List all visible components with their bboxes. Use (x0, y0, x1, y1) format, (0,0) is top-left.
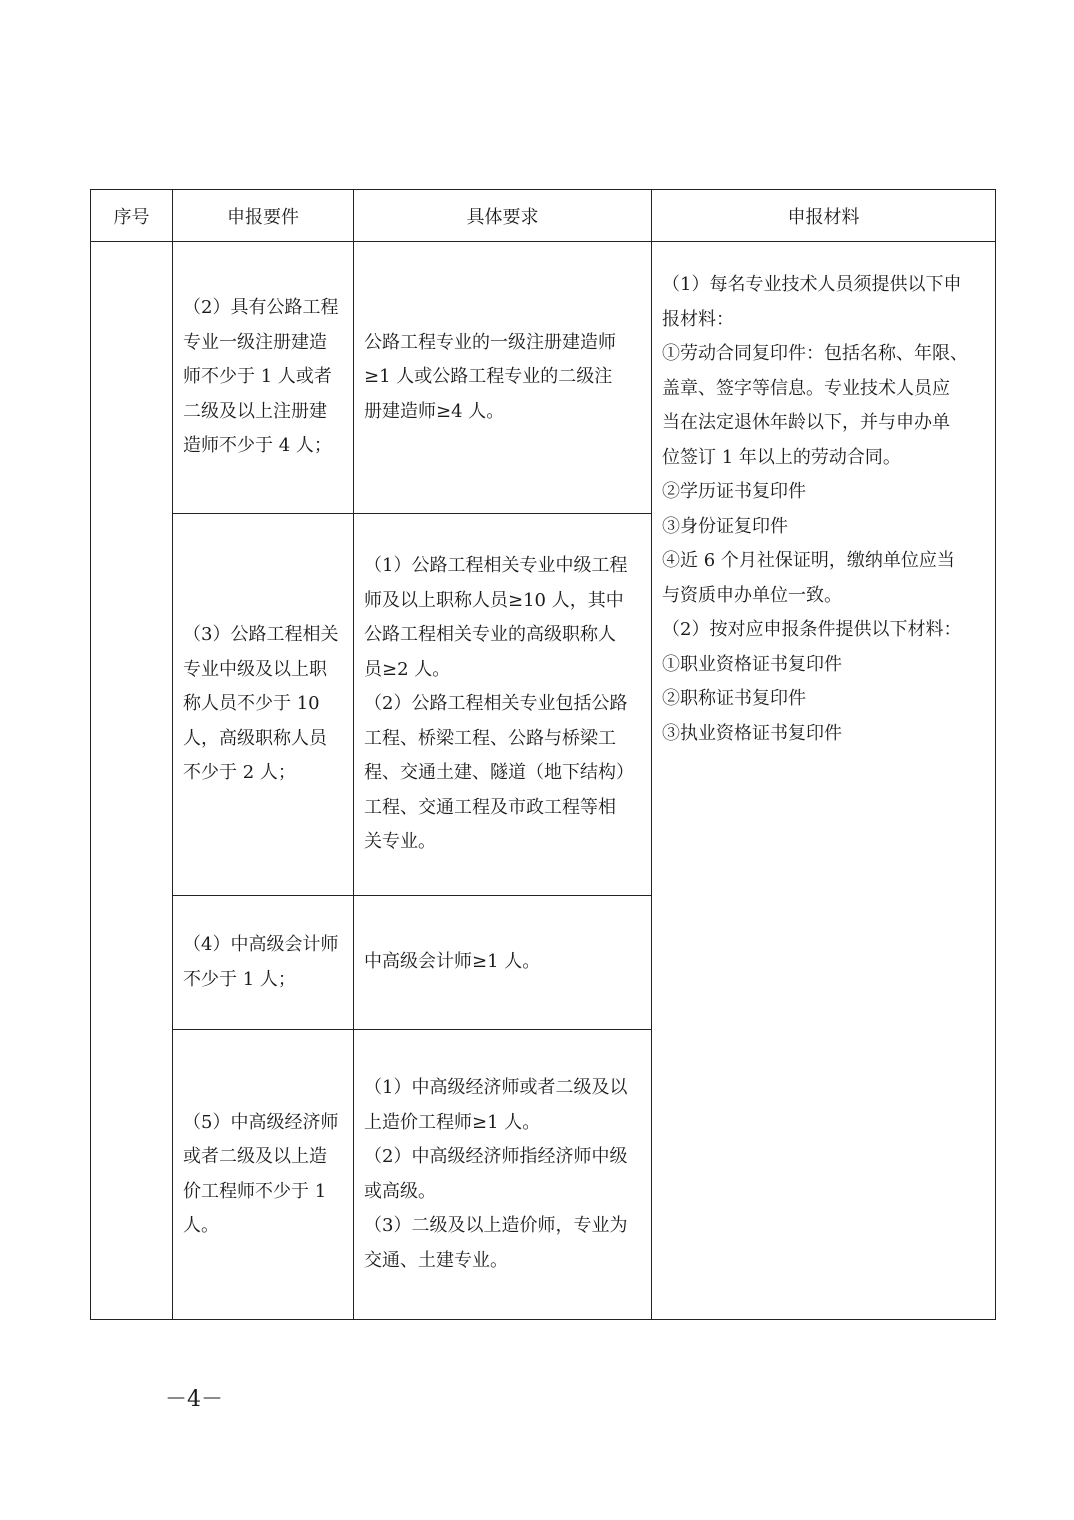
text-line: （5）中高级经济师 (183, 1111, 339, 1133)
text-line: 或高级。 (364, 1180, 436, 1202)
table-row (91, 242, 996, 514)
text-line: 程、交通土建、隧道（地下结构） (364, 762, 634, 784)
cell-requirement (354, 1030, 652, 1320)
text-line: 称人员不少于 10 (183, 693, 320, 715)
text-line: （4）中高级会计师 (183, 934, 339, 955)
text-line: 师及以上职称人员≥10 人，其中 (364, 589, 624, 611)
text-line: ②职称证书复印件 (662, 688, 806, 709)
text-line: 工程、桥梁工程、公路与桥梁工 (364, 727, 616, 749)
text-line: 中高级会计师≥1 人。 (364, 951, 541, 973)
materials-text (652, 242, 995, 751)
cell-requirement (354, 242, 652, 514)
text-line: 盖章、签字等信息。专业技术人员应 (662, 377, 950, 399)
text-line: 不少于 2 人； (183, 762, 296, 784)
text-line: 员≥2 人。 (364, 658, 451, 680)
text-line: 册建造师≥4 人。 (364, 400, 505, 422)
text-line: ③身份证复印件 (662, 515, 788, 537)
text-line: 或者二级及以上造 (183, 1146, 327, 1167)
text-line: 二级及以上注册建 (183, 400, 327, 422)
header-item: 申报要件 (173, 190, 354, 242)
text-line: ②学历证书复印件 (662, 481, 806, 502)
table-header-row (91, 190, 996, 242)
text-line: 工程、交通工程及市政工程等相 (364, 796, 616, 818)
text-line: 公路工程专业的一级注册建造师 (364, 331, 616, 353)
text-line: ①职业资格证书复印件 (662, 653, 842, 675)
text-line: ①劳动合同复印件：包括名称、年限、 (662, 343, 968, 364)
text-line: 上造价工程师≥1 人。 (364, 1111, 541, 1133)
text-line: 不少于 1 人； (183, 968, 296, 990)
text-line: 与资质申办单位一致。 (662, 584, 842, 606)
text-line: 人。 (183, 1215, 219, 1236)
text-line: （3）公路工程相关 (183, 624, 339, 646)
text-line: 专业中级及以上职 (183, 658, 327, 680)
text-line: 交通、土建专业。 (364, 1249, 508, 1271)
text-line: 位签订 1 年以上的劳动合同。 (662, 446, 901, 468)
cell-item (173, 242, 354, 514)
item-text (173, 291, 353, 464)
text-line: （1）公路工程相关专业中级工程 (364, 555, 628, 577)
text-line: （2）具有公路工程 (183, 297, 339, 319)
text-line: （3）二级及以上造价师，专业为 (364, 1215, 628, 1236)
header-no: 序号 (91, 190, 173, 242)
text-line: ③执业资格证书复印件 (662, 722, 842, 744)
text-line: ④近 6 个月社保证明，缴纳单位应当 (662, 550, 955, 571)
text-line: 当在法定退休年龄以下，并与申办单 (662, 412, 950, 433)
page-number: －4－ (165, 1387, 223, 1412)
text-line: 公路工程相关专业的高级职称人 (364, 624, 616, 646)
item-text (173, 928, 353, 997)
text-line: ≥1 人或公路工程专业的二级注 (364, 366, 613, 388)
header-requirement: 具体要求 (354, 190, 652, 242)
text-line: （2）公路工程相关专业包括公路 (364, 693, 628, 715)
cell-materials (652, 242, 996, 1320)
text-line: 师不少于 1 人或者 (183, 366, 332, 388)
requirement-text (354, 326, 651, 430)
text-line: 专业一级注册建造 (183, 331, 327, 353)
requirement-text (354, 945, 651, 980)
text-line: 关专业。 (364, 831, 436, 853)
cell-item (173, 896, 354, 1030)
text-line: 人，高级职称人员 (183, 727, 327, 749)
text-line: 报材料： (662, 308, 734, 330)
cell-item (173, 1030, 354, 1320)
cell-item (173, 514, 354, 896)
requirements-table (90, 189, 996, 1320)
cell-no (91, 242, 173, 1320)
text-line: （1）中高级经济师或者二级及以 (364, 1077, 628, 1098)
header-materials: 申报材料 (652, 190, 996, 242)
requirement-text (354, 1071, 651, 1278)
text-line: （1）每名专业技术人员须提供以下申 (662, 274, 962, 295)
text-line: 价工程师不少于 1 (183, 1180, 327, 1202)
requirement-text (354, 549, 651, 860)
text-line: （2）中高级经济师指经济师中级 (364, 1146, 628, 1167)
text-line: （2）按对应申报条件提供以下材料： (662, 619, 962, 640)
item-text (173, 1106, 353, 1244)
cell-requirement (354, 896, 652, 1030)
cell-requirement (354, 514, 652, 896)
item-text (173, 618, 353, 791)
text-line: 造师不少于 4 人； (183, 435, 332, 457)
